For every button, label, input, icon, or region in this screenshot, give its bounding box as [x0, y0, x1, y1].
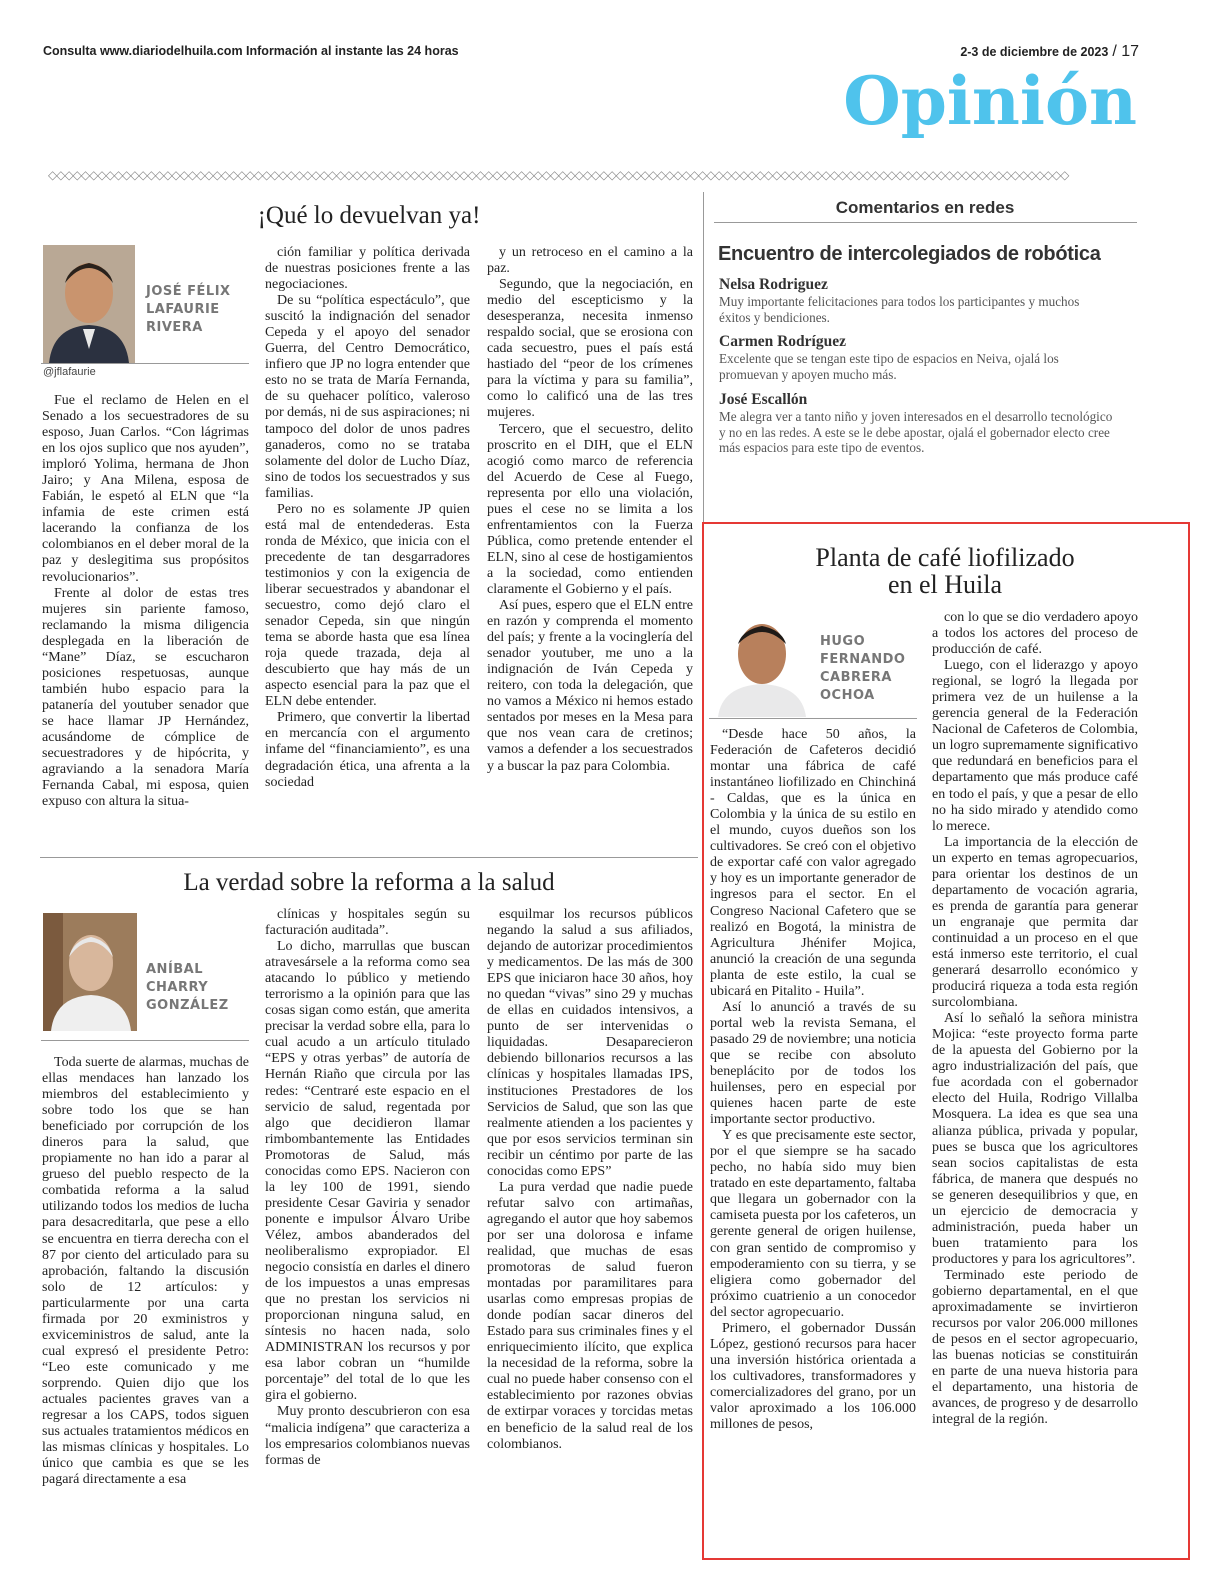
paragraph: Terminado este periodo de gobierno departamental, en el que aproximadamente se invirtieron recursos por valor 206.000 millones de pesos en el sector agropecuario, las buenas noticias se constituirán en parte de una nueva historia para el departamento, una historia de avances, de progreso y de desarrollo integral de la región. — [932, 1267, 1138, 1428]
comments-section-title: Comentarios en redes — [835, 198, 1015, 217]
comment-text: Excelente que se tengan este tipo de espacios en Neiva, ojalá los promuevan y apoyen mucho más. — [719, 351, 1059, 382]
paragraph: Fue el reclamo de Helen en el Senado a los secuestradores de su esposo, Juan Carlos. “Con lágrimas en los ojos suplico que nos ayuden”, imploró Yolima, hermana de Jhon Jairo; y Ana Milena, esposa de Fabián, le espetó al ELN que “la infamia de este crimen está lacerando la confianza de los colombianos en el deber moral de la paz y deslegitima sus propósitos revolucionarios”. — [42, 393, 249, 585]
comment-author: José Escallón — [719, 391, 808, 408]
article-title: ¡Qué lo devuelvan ya! — [257, 202, 481, 229]
decorative-border: ◇◇◇◇◇◇◇◇◇◇◇◇◇◇◇◇◇◇◇◇◇◇◇◇◇◇◇◇◇◇◇◇◇◇◇◇◇◇◇◇◇◇◇◇◇◇◇◇◇◇◇◇◇◇◇◇◇◇◇◇◇◇◇◇◇◇◇◇◇◇◇◇◇◇◇◇◇◇◇◇◇◇◇◇◇◇◇◇◇◇◇◇◇◇◇◇◇◇◇◇◇◇◇◇◇◇◇◇◇◇◇◇◇◇◇◇◇◇◇◇◇◇◇◇ — [48, 168, 1069, 182]
article-title: La verdad sobre la reforma a la salud — [183, 869, 555, 896]
paragraph: clínicas y hospitales según su facturación auditada”. — [265, 907, 470, 939]
author-photo — [43, 913, 137, 1031]
paragraph: La importancia de la elección de un experto en temas agropecuarios, para orientar los destinos de un departamento de vocación agraria, es prenda de garantía para generar un engranaje que permita dar continuidad a un proceso en el que está inmerso este territorio, el cual generará desarrollo económico y producirá riqueza a toda esta región surcolombiana. — [932, 834, 1138, 1011]
author-photo — [710, 606, 814, 717]
paragraph: Tercero, que el secuestro, delito proscrito en el DIH, que el ELN acogió como marco de referencia del Acuerdo de Cese al Fuego, representa por ello una violación, pues el cese no se limita a los enfrentamientos con la Fuerza Pública, como pretende entender el ELN, sino al cese de hostigamientos a la sociedad, como entienden claramente el Gobierno y el país. — [487, 421, 693, 597]
author-underline — [709, 718, 917, 719]
comment-text: Muy importante felicitaciones para todos los participantes y muchos éxitos y bendiciones. — [719, 294, 1080, 325]
paragraph: La pura verdad que nadie puede refutar salvo con artimañas, agregando el autor que hoy sabemos por ser una dolorosa e infame realidad, que muchas de esas promotoras de salud fueron montadas por paramilitares para usarlas como empresas propias de donde podían sacar dineros del Estado para sus criminales fines y el enriquecimiento ilícito, que explica la necesidad de la reforma, sobre la cual no puede haber consenso con el establecimiento por razones obvias de extirpar voraces y torcidas metas en beneficio de la salud real de los colombianos. — [487, 1179, 693, 1452]
section-title: Opinión — [843, 62, 1137, 140]
author-name: HUGO FERNANDO CABRERA OCHOA — [820, 634, 906, 703]
paragraph: Pero no es solamente JP quien está mal de entendederas. Esta ronda de México, que inicia con el precedente de tan desgarradores testimonios y con la exigencia de liberar secuestrados y abandonar el secuestro, como dejó claro el senador Cepeda, sin que ningún tema se aborde hasta que esa línea roja quede trazada, deja al descubierto que hay más de un aspecto esencial para la paz que el ELN debe entender. — [265, 501, 470, 710]
paragraph: Así pues, espero que el ELN entre en razón y comprenda el momento del país; y frente a la vocinglería del senador youtuber, me uno a la indignación de Iván Cepeda y reitero, con toda la delegación, que no vamos a México ni hemos estado sentados por meses en la Mesa para que nos vean cara de cretinos; vamos a defender a los secuestrados y a buscar la paz para Colombia. — [487, 598, 693, 774]
paragraph: Así lo anunció a través de su portal web la revista Semana, el pasado 29 de noviembre; una noticia que se recibe con absoluto beneplácito por de todos los huilenses, pero en especial por quienes hacen parte de este importante sector productivo. — [710, 999, 916, 1128]
paragraph: Así lo señaló la señora ministra Mojica: “este proyecto forma parte de la apuesta del Gobierno por la agro industrialización del país, que fue acordada con el gobernador electo del Huila, Rodrigo Villalba Mosquera. La idea es que sea una alianza pública, privada y popular, pues se busca que los agricultores sean socios capitalistas de esta fábrica, de manera que después no se generen desequilibrios y que, en un ejercicio de democracia y administración, pueda haber un buen tratamiento para los productores y para los agricultores”. — [932, 1011, 1138, 1267]
article-column — [487, 907, 693, 1453]
paragraph: Muy pronto descubrieron con esa “malicia indígena” que caracteriza a los empresarios colombianos nuevas formas de — [265, 1404, 470, 1468]
article-column — [487, 245, 693, 775]
paragraph: Y es que precisamente este sector, por el que siempre se ha sacado pecho, no había sido muy bien tratado en este departamento, faltaba que llegara un gobernador con la camiseta puesta por los cafeteros, un gerente general de origen huilense, con gran sentido de compromiso y empoderamiento con su tierra, y se eligiera como gobernador del próximo cuatrienio a un conocedor del sector agropecuario. — [710, 1128, 916, 1320]
comment-author: Nelsa Rodriguez — [719, 276, 828, 293]
paragraph: Lo dicho, marrullas que buscan atravesársele a la reforma como sea atacando lo público y metiendo terrorismo a la opinión para que las cosas sigan como están, que amerita precisar la verdad sobre ella, para lo cual acudo a un artículo titulado “EPS y otras yerbas” de autoría de Hernán Riaño que circula por las redes: “Centraré este espacio en el servicio de salud, regentada por algo que decidieron llamar rimbombantemente las Entidades Promotoras de Salud, más conocidas como EPS. Nacieron con la ley 100 de 1991, siendo presidente Cesar Gaviria y senador ponente e impulsor Álvaro Uribe Vélez, ambos abanderados del neoliberalismo expropiador. El negocio consistía en darles el dinero de los impuestos a unas empresas que no prestan los servicios ni proporcionan ninguna salud, en síntesis no hacen nada, solo ADMINISTRAN los recursos y por esa labor cobran un “humilde porcentaje” del total de lo que les gira el gobierno. — [265, 939, 470, 1404]
paragraph: Primero, que convertir la libertad en mercancía con el argumento infame del “financiamiento”, es una degradación ética, una afrenta a la sociedad — [265, 710, 470, 790]
site-promo: Consulta www.diariodelhuila.com Información al instante las 24 horas — [43, 44, 459, 58]
author-name: JOSÉ FÉLIX LAFAURIE RIVERA — [146, 284, 231, 335]
paragraph: Primero, el gobernador Dussán López, gestionó recursos para hacer una inversión histórica orientada a los cultivadores, transformadores y comercializadores del grano, por un valor aproximado a los 106.000 millones de pesos, — [710, 1320, 916, 1433]
article-column — [932, 610, 1138, 1428]
author-photo — [43, 245, 135, 363]
author-underline — [41, 1040, 249, 1041]
comments-divider — [714, 222, 1137, 223]
paragraph: Segundo, que la negociación, en medio del escepticismo y la desesperanza, necesita inmenso respaldo social, que se erosiona con cada secuestro, pues el país está hastiado del “peor de los crímenes para la víctima y para su familia”, como lo calificó una de las tres mujeres. — [487, 277, 693, 421]
paragraph: esquilmar los recursos públicos negando la salud a sus afiliados, dejando de autorizar procedimientos y medicamentos. De las más de 300 EPS que iniciaron hace 30 años, hoy no quedan “vivas” sino 29 y muchas de ellas en cuidados intensivos, a punto de ser intervenidas o liquidadas. Desaparecieron debiendo billonarios recursos a las clínicas y hospitales llamadas IPS, instituciones Prestadores de los Servicios de Salud, que son las que realmente atienden a los pacientes y que por esos servicios terminan sin recibir un céntimo por parte de las conocidas como EPS” — [487, 907, 693, 1179]
author-underline — [41, 363, 249, 364]
article-column — [265, 907, 470, 1469]
author-name: ANÍBAL CHARRY GONZÁLEZ — [146, 962, 229, 1013]
column-divider — [703, 192, 704, 522]
author-handle: @jflafaurie — [43, 366, 96, 378]
paragraph: ción familiar y política derivada de nuestras posiciones frente a las negociaciones. — [265, 245, 470, 293]
article-column — [710, 727, 916, 1433]
page-number: / 17 — [1112, 43, 1139, 60]
paragraph: De su “política espectáculo”, que suscitó la indignación del senador Cepeda y el apoyo del senador Guerra, del Centro Democrático, infiero que JP no logra entender que esto no se trata de María Fernanda, de su quehacer político, valeroso por demás, ni de sus aspiraciones; ni tampoco del dolor de unos padres ganaderos, como no se trataba solamente del dolor de Lucho Díaz, sino de todos los secuestrados y sus familias. — [265, 293, 470, 501]
paragraph: Toda suerte de alarmas, muchas de ellas mendaces han lanzado los miembros del establecimiento y sobre todo los que se han beneficiado por corrupción de los dineros para la salud, que propiamente no han ido a parar al grueso del pueblo respecto de la combatida reforma a la salud utilizando todos los medios de lucha para desacreditarla, que pese a ello se encuentra en tierra derecha con el 87 por ciento del articulado para su aprobación, faltando la discusión solo de 12 artículos: y particularmente por una carta firmada por 20 exministros y exviceministros de salud, ante la cual expresó el presidente Petro: “Leo este comunicado y me sorprendo. Quien dijo que los actuales pacientes graves van a regresar a los CAPS, todos siguen sus actuales tratamientos médicos en las mismas clínicas y hospitales. Lo único que cambia es que se les pagará directamente a esa — [42, 1055, 249, 1488]
article-divider — [40, 857, 698, 858]
paragraph: con lo que se dio verdadero apoyo a todos los actores del proceso de producción de café. — [932, 610, 1138, 658]
article-title — [710, 544, 1180, 599]
comment-author: Carmen Rodríguez — [719, 333, 846, 350]
comment-text: Me alegra ver a tanto niño y joven interesados en el desarrollo tecnológico y no en las redes. A este se le debe apostar, ojalá el gobernador electo cree más espacios para este tipo de eventos. — [719, 409, 1113, 455]
paragraph: “Desde hace 50 años, la Federación de Cafeteros decidió montar una fábrica de café instantáneo liofilizado en Chinchiná - Caldas, que es la única en Colombia y la única de su estilo en el mundo, cuyos dueños son los cultivadores. Se creó con el objetivo de exportar café con valor agregado y hoy es un importante generador de ingresos para el sector. En el Congreso Nacional Cafetero que se realizó en Bogotá, la ministra de Agricultura Jhénifer Mojica, anunció la creación de una segunda planta de este estilo, la cual se ubicará en Pitalito - Huila”. — [710, 727, 916, 999]
issue-date: 2-3 de diciembre de 2023 / 17 — [960, 43, 1139, 60]
article-column — [265, 245, 470, 791]
paragraph: Luego, con el liderazgo y apoyo regional, se logró la llegada por primera vez de un huilense a la gerencia general de la Federación Nacional de Cafeteros de Colombia, un logro supremamente significativo que redundará en beneficios para el departamento que más produce café en todo el país, y que a pesar de ello no ha sido mirado y atendido como lo merece. — [932, 658, 1138, 834]
paragraph: y un retroceso en el camino a la paz. — [487, 245, 693, 277]
paragraph: Frente al dolor de estas tres mujeres sin pariente famoso, reclamando la misma diligencia desplegada en la liberación de “Mane” Díaz, se escucharon posiciones respetuosas, aunque también hubo espacio para la patanería del youtuber senador que se hace llamar JP Hernández, acusándome de cómplice de secuestradores y de hipócrita, y agraviando a la senadora María Fernanda Cabal, mi esposa, quien expuso con altura la situa- — [42, 585, 249, 810]
article-title-line: en el Huila — [887, 570, 1003, 600]
comments-headline: Encuentro de intercolegiados de robótica — [718, 243, 1101, 265]
article-title-line: Planta de café liofilizado — [815, 543, 1075, 572]
article-column — [42, 393, 249, 810]
article-column — [42, 1055, 249, 1488]
